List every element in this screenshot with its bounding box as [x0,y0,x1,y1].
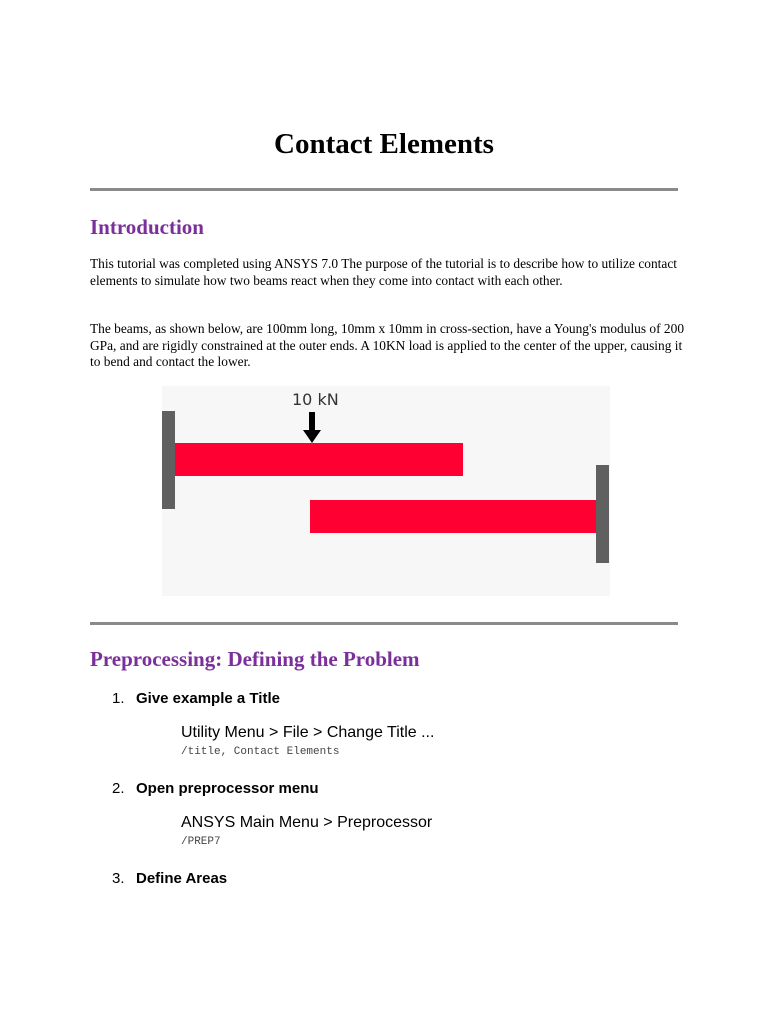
beam-contact-figure [162,386,610,596]
horizontal-rule [90,188,678,191]
page-title: Contact Elements [274,128,494,160]
step-number: 1. [112,690,125,707]
preprocessing-heading: Preprocessing: Defining the Problem [90,647,420,671]
step-menu-path: Utility Menu > File > Change Title ... [181,724,435,741]
intro-paragraph-2: The beams, as shown below, are 100mm long, 10mm x 10mm in cross-section, have a Young's modulus of 200 GPa, and are rigidly constrained at the outer ends. A 10KN load is applied to the center of the upper, causing it to bend and contact the lower. [90,321,685,369]
step-command: /PREP7 [181,836,221,848]
step-command: /title, Contact Elements [181,746,340,758]
step-number: 2. [112,780,125,797]
horizontal-rule [90,622,678,625]
step-number: 3. [112,870,125,887]
introduction-heading: Introduction [90,215,204,239]
step-title: Define Areas [136,870,228,887]
upper-beam [175,443,463,476]
step-title: Open preprocessor menu [136,780,319,797]
left-fixed-support [162,411,175,509]
load-arrow-icon [302,412,322,444]
lower-beam [310,500,596,533]
intro-paragraph-1: This tutorial was completed using ANSYS 7.0 The purpose of the tutorial is to describe how to utilize contact elements to simulate how two beams react when they come into contact with each other. [90,256,677,288]
right-fixed-support [596,465,609,563]
step-menu-path: ANSYS Main Menu > Preprocessor [181,814,433,831]
step-title: Give example a Title [136,690,280,707]
load-label: 10 kN [292,390,339,409]
